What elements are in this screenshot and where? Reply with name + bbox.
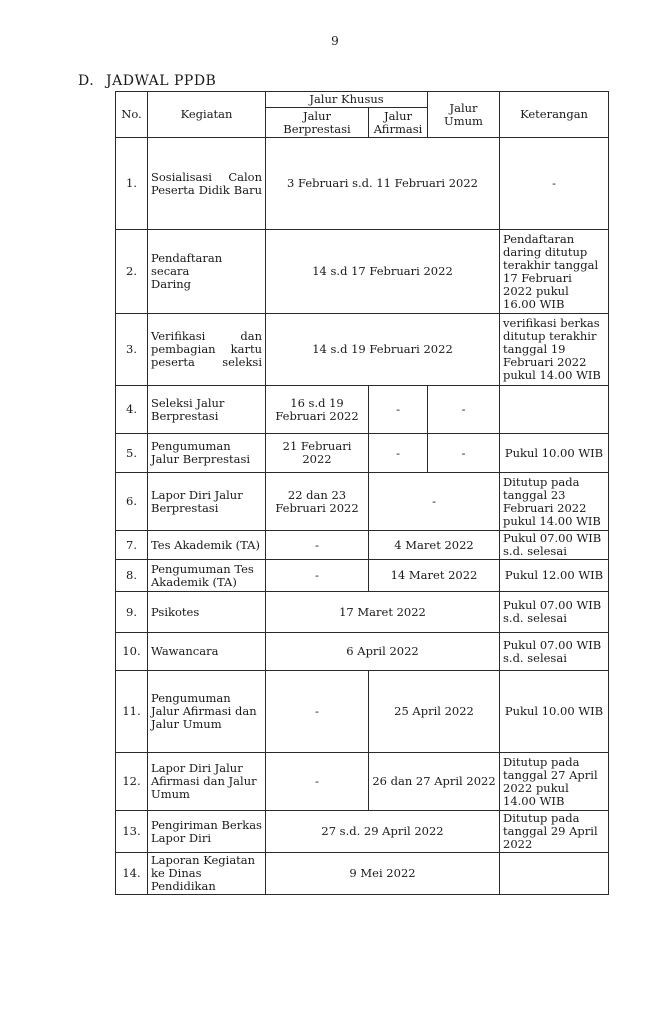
row-keterangan: Pukul 07.00 WIB s.d. selesai [500,531,609,560]
row-no: 5. [116,434,148,473]
section-letter: D. [78,73,95,89]
row-keterangan: - [500,138,609,230]
row-jalur-afirmasi-umum: 4 Maret 2022 [369,531,500,560]
row-keterangan [500,853,609,895]
header-no: No. [116,92,148,138]
row-no: 6. [116,473,148,531]
row-keterangan: Pukul 07.00 WIB s.d. selesai [500,592,609,633]
table-row [116,230,609,314]
row-kegiatan: Pengumuman Jalur Berprestasi [148,434,266,473]
header-jalur-khusus: Jalur Khusus [266,92,428,108]
row-no: 3. [116,314,148,386]
row-kegiatan: Lapor Diri Jalur Afirmasi dan Jalur Umum [148,753,266,811]
row-kegiatan: Psikotes [148,592,266,633]
row-keterangan: Pukul 07.00 WIB s.d. selesai [500,633,609,671]
table-row [116,531,609,560]
row-kegiatan: Wawancara [148,633,266,671]
row-no: 13. [116,811,148,853]
row-tanggal: 9 Mei 2022 [266,853,500,895]
row-tanggal: 14 s.d 19 Februari 2022 [266,314,500,386]
row-jalur-afirmasi-umum: - [369,473,500,531]
row-jalur-berprestasi: - [266,753,369,811]
row-tanggal: 6 April 2022 [266,633,500,671]
row-keterangan: Pukul 10.00 WIB [500,671,609,753]
row-jalur-umum: - [428,434,500,473]
row-no: 11. [116,671,148,753]
table-row [116,671,609,753]
row-kegiatan: Tes Akademik (TA) [148,531,266,560]
row-jalur-berprestasi: 22 dan 23 Februari 2022 [266,473,369,531]
row-keterangan: verifikasi berkas ditutup terakhir tanggal 19 Februari 2022 pukul 14.00 WIB [500,314,609,386]
table-row [116,811,609,853]
row-kegiatan: Pengumuman Jalur Afirmasi dan Jalur Umum [148,671,266,753]
row-no: 4. [116,386,148,434]
row-kegiatan: Pengiriman Berkas Lapor Diri [148,811,266,853]
row-keterangan: Ditutup pada tanggal 23 Februari 2022 pukul 14.00 WIB [500,473,609,531]
row-no: 2. [116,230,148,314]
row-kegiatan: Pengumuman Tes Akademik (TA) [148,560,266,592]
row-no: 1. [116,138,148,230]
row-tanggal: 17 Maret 2022 [266,592,500,633]
table-row [116,138,609,230]
row-kegiatan: Seleksi Jalur Berprestasi [148,386,266,434]
row-tanggal: 27 s.d. 29 April 2022 [266,811,500,853]
section-title: JADWAL PPDB [106,73,217,89]
row-keterangan [500,386,609,434]
row-kegiatan: Verifikasi dan pembagian kartu peserta seleksi [148,314,266,386]
row-jalur-afirmasi-umum: 14 Maret 2022 [369,560,500,592]
row-no: 14. [116,853,148,895]
row-keterangan: Pukul 12.00 WIB [500,560,609,592]
row-no: 10. [116,633,148,671]
page-number: 9 [331,34,339,48]
row-keterangan: Pukul 10.00 WIB [500,434,609,473]
row-tanggal: 3 Februari s.d. 11 Februari 2022 [266,138,500,230]
row-jalur-afirmasi-umum: 26 dan 27 April 2022 [369,753,500,811]
row-jalur-umum: - [428,386,500,434]
row-keterangan: Ditutup pada tanggal 27 April 2022 pukul 14.00 WIB [500,753,609,811]
row-tanggal: 14 s.d 17 Februari 2022 [266,230,500,314]
row-kegiatan: Lapor Diri Jalur Berprestasi [148,473,266,531]
header-jalur-berprestasi: Jalur Berprestasi [266,108,369,138]
row-jalur-berprestasi: - [266,531,369,560]
table-row [116,314,609,386]
row-kegiatan: Sosialisasi Calon Peserta Didik Baru [148,138,266,230]
row-no: 7. [116,531,148,560]
row-kegiatan: Laporan Kegiatan ke Dinas Pendidikan [148,853,266,895]
table-row [116,633,609,671]
row-no: 8. [116,560,148,592]
section-heading [78,73,216,89]
header-jalur-umum: Jalur Umum [428,92,500,138]
row-jalur-berprestasi: - [266,671,369,753]
table-row [116,434,609,473]
table-row [116,560,609,592]
row-jalur-berprestasi: - [266,560,369,592]
row-no: 9. [116,592,148,633]
row-jalur-berprestasi: 21 Februari 2022 [266,434,369,473]
row-jalur-afirmasi: - [369,386,428,434]
row-jalur-afirmasi: - [369,434,428,473]
schedule-table [115,91,609,895]
table-row [116,753,609,811]
table-row [116,592,609,633]
header-keterangan: Keterangan [500,92,609,138]
row-jalur-afirmasi-umum: 25 April 2022 [369,671,500,753]
row-keterangan: Pendaftaran daring ditutup terakhir tanggal 17 Februari 2022 pukul 16.00 WIB [500,230,609,314]
table-row [116,853,609,895]
row-jalur-berprestasi: 16 s.d 19 Februari 2022 [266,386,369,434]
row-kegiatan: Pendaftaran secara Daring [148,230,266,314]
table-row [116,473,609,531]
row-no: 12. [116,753,148,811]
row-keterangan: Ditutup pada tanggal 29 April 2022 [500,811,609,853]
header-jalur-afirmasi: Jalur Afirmasi [369,108,428,138]
header-kegiatan: Kegiatan [148,92,266,138]
table-row [116,386,609,434]
